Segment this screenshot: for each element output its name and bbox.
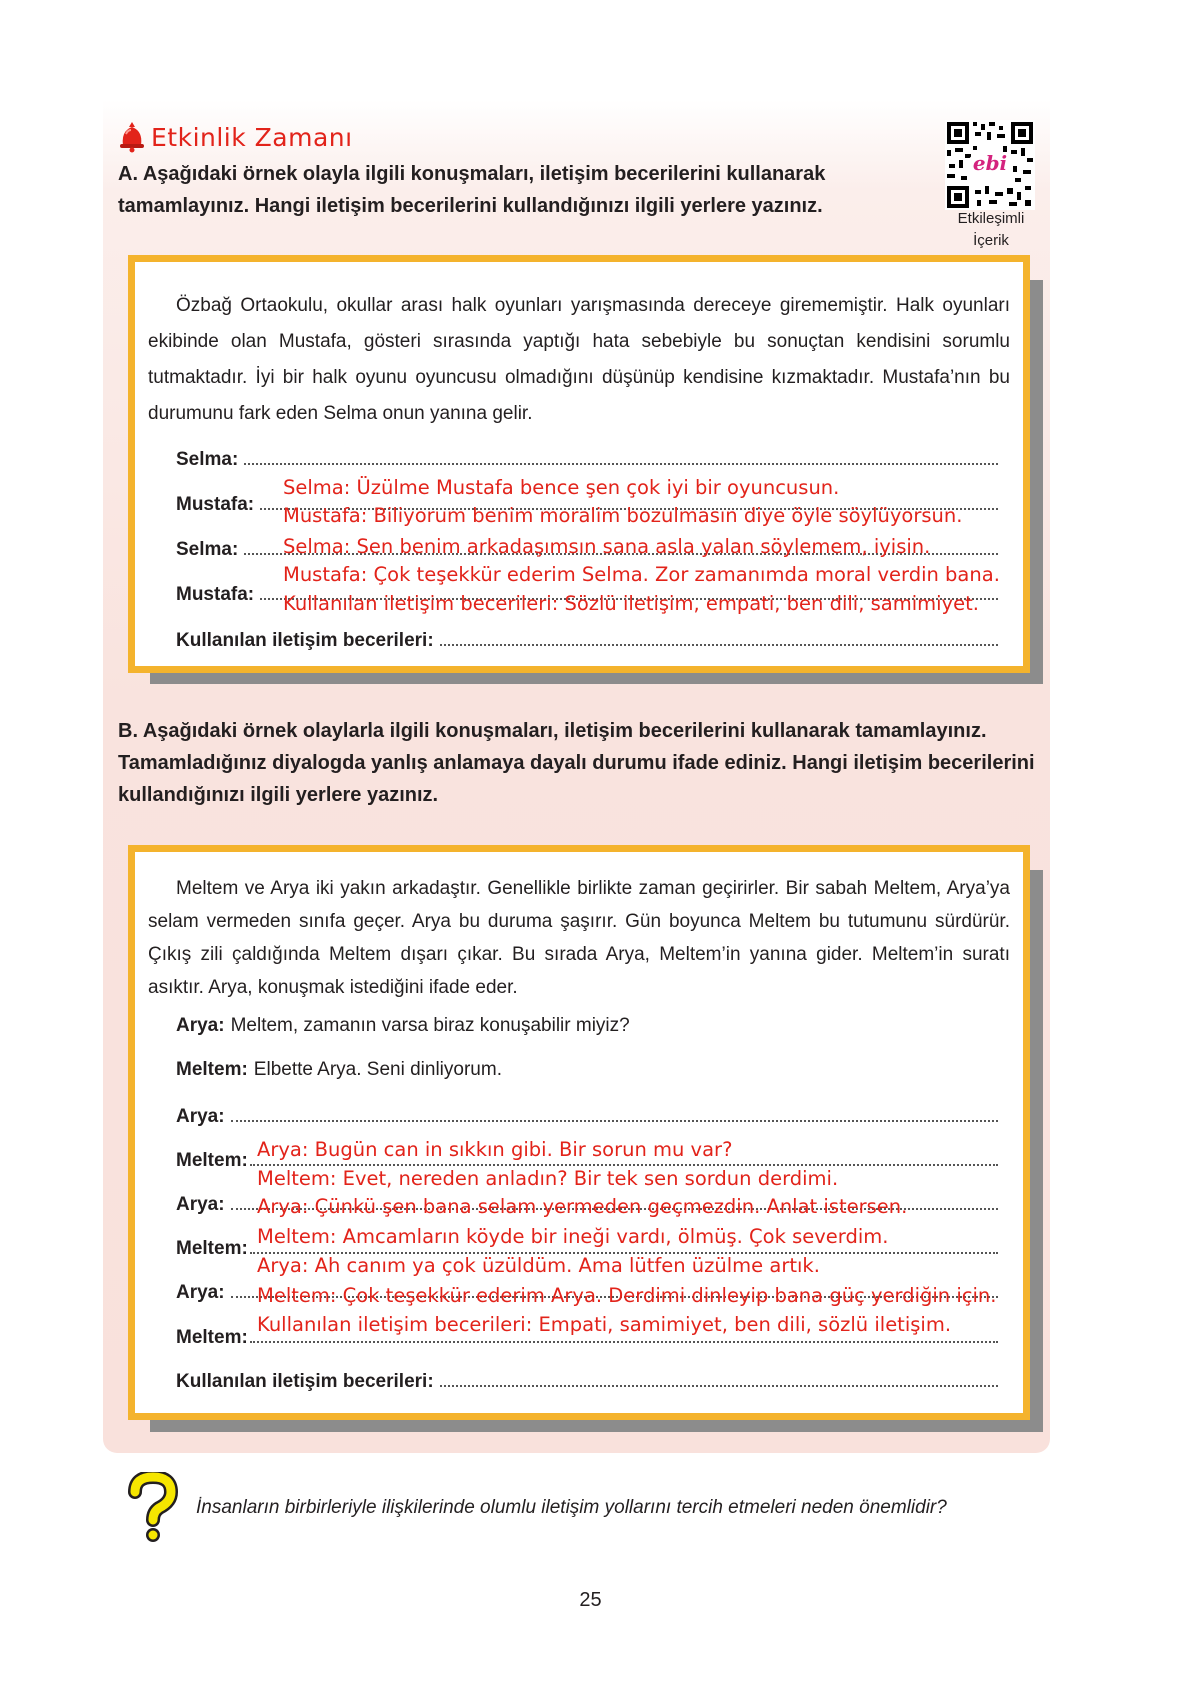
dialogue-line[interactable] (176, 1103, 998, 1129)
handwritten-answer: Kullanılan iletişim becerileri: Empati, samimiyet, ben dili, sözlü iletişim. (257, 1313, 952, 1336)
handwritten-answer: Meltem: Evet, nereden anladın? Bir tek sen sordun derdimi. (257, 1167, 839, 1190)
speaker-label: Mustafa: (176, 494, 255, 515)
handwritten-answer: Mustafa: Biliyorum benim moralim bozulmasın diye öyle söylüyorsun. (283, 504, 963, 527)
skills-label: Kullanılan iletişim becerileri: (176, 630, 434, 651)
speaker-label: Arya: (176, 1106, 225, 1127)
speaker-label: Meltem: (176, 1150, 248, 1171)
skills-line[interactable] (176, 627, 998, 653)
handwritten-answer: Selma: Üzülme Mustafa bence şen çok iyi bir oyuncusun. (283, 476, 840, 499)
dialogue-text: Elbette Arya. Seni dinliyorum. (253, 1059, 502, 1080)
speaker-label: Mustafa: (176, 584, 255, 605)
qr-caption: Etkileşimli İçerik (957, 210, 1025, 249)
speaker-label: Meltem: (176, 1238, 248, 1259)
story-a-text: Özbağ Ortaokulu, okullar arası halk oyunları yarışmasında dereceye girememiştir. Halk oyunları ekibinde olan Mustafa, gösteri sırasında yaptığı hata sebebiyle bu sonuçtan kendisini sorumlu tutmaktadır. İyi bir halk oyunu oyuncusu olmadığını düşünüp kendisine kızmaktadır. Mustafa’nın bu durumunu fark eden Selma onun yanına gelir. (148, 295, 1010, 424)
dialogue-text: Meltem, zamanın varsa biraz konuşabilir miyiz? (230, 1015, 630, 1036)
handwritten-answer: Arya: Ah canım ya çok üzüldüm. Ama lütfen üzülme artık. (257, 1254, 820, 1277)
handwritten-answer: Meltem: Amcamların köyde bir ineği vardı, ölmüş. Çok severdim. (257, 1225, 889, 1248)
speaker-label: Meltem: (176, 1327, 248, 1348)
page-number: 25 (579, 1589, 602, 1611)
dialogue-line (176, 1059, 998, 1085)
qr-logo-text: ebi (972, 151, 1008, 175)
speaker-label: Selma: (176, 449, 239, 470)
instruction-b: B. Aşağıdaki örnek olaylarla ilgili konuşmaları, iletişim becerilerini kullanarak tamamlayınız. Tamamladığınız diyalogda yanlış anlamaya dayalı durumu ifade ediniz. Hangi iletişim becerilerini kullandığınızı ilgili yerlere yazınız. (118, 720, 1035, 806)
handwritten-answer: Mustafa: Çok teşekkür ederim Selma. Zor zamanımda moral verdin bana. (283, 563, 1000, 586)
activity-title: Etkinlik Zamanı (151, 122, 353, 152)
qr-code-icon[interactable] (945, 120, 1035, 210)
skills-label: Kullanılan iletişim becerileri: (176, 1371, 434, 1392)
handwritten-answer: Arya: Bugün can in sıkkın gibi. Bir sorun mu var? (257, 1138, 733, 1161)
instruction-a: A. Aşağıdaki örnek olayla ilgili konuşmaları, iletişim becerilerini kullanarak tamamlayınız. Hangi iletişim becerilerini kullandığınızı ilgili yerlere yazınız. (118, 163, 826, 217)
speaker-label: Arya: (176, 1015, 225, 1036)
speaker-label: Meltem: (176, 1059, 248, 1080)
story-b-text: Meltem ve Arya iki yakın arkadaştır. Genellikle birlikte zaman geçirirler. Bir sabah Meltem, Arya’ya selam vermeden sınıfa geçer. Arya bu duruma şaşırır. Gün boyunca Meltem bu tutumunu sürdürür. Çıkış zili çaldığında Meltem dışarı çıkar. Bu sırada Arya, Meltem’in yanına gider. Meltem’in suratı asıktır. Arya, konuşmak istediğini ifade eder. (148, 878, 1010, 998)
handwritten-answer: Kullanılan iletişim becerileri: Sözlü iletişim, empati, ben dili, samimiyet. (283, 592, 979, 615)
question-mark-icon (125, 1472, 180, 1544)
reflection-question (125, 1472, 947, 1544)
handwritten-answer: Arya: Çünkü şen bana selam yermeden geçmezdin. Anlat istersen. (257, 1195, 908, 1218)
handwritten-answer: Meltem: Çok teşekkür ederim Arya. Derdimi dinleyip bana güç yerdiğin için. (257, 1284, 997, 1307)
question-text: İnsanların birbirleriyle ilişkilerinde olumlu iletişim yollarını tercih etmeleri neden önemlidir? (196, 1497, 947, 1518)
handwritten-answer: Selma: Sen benim arkadaşımsın sana asla yalan söylemem, iyisin. (283, 535, 931, 558)
speaker-label: Selma: (176, 539, 239, 560)
speaker-label: Arya: (176, 1282, 225, 1303)
activity-title-row (117, 121, 353, 153)
bell-icon (117, 121, 147, 153)
skills-line[interactable] (176, 1368, 998, 1394)
speaker-label: Arya: (176, 1194, 225, 1215)
dialogue-line[interactable] (176, 446, 998, 472)
dialogue-line (176, 1015, 998, 1041)
